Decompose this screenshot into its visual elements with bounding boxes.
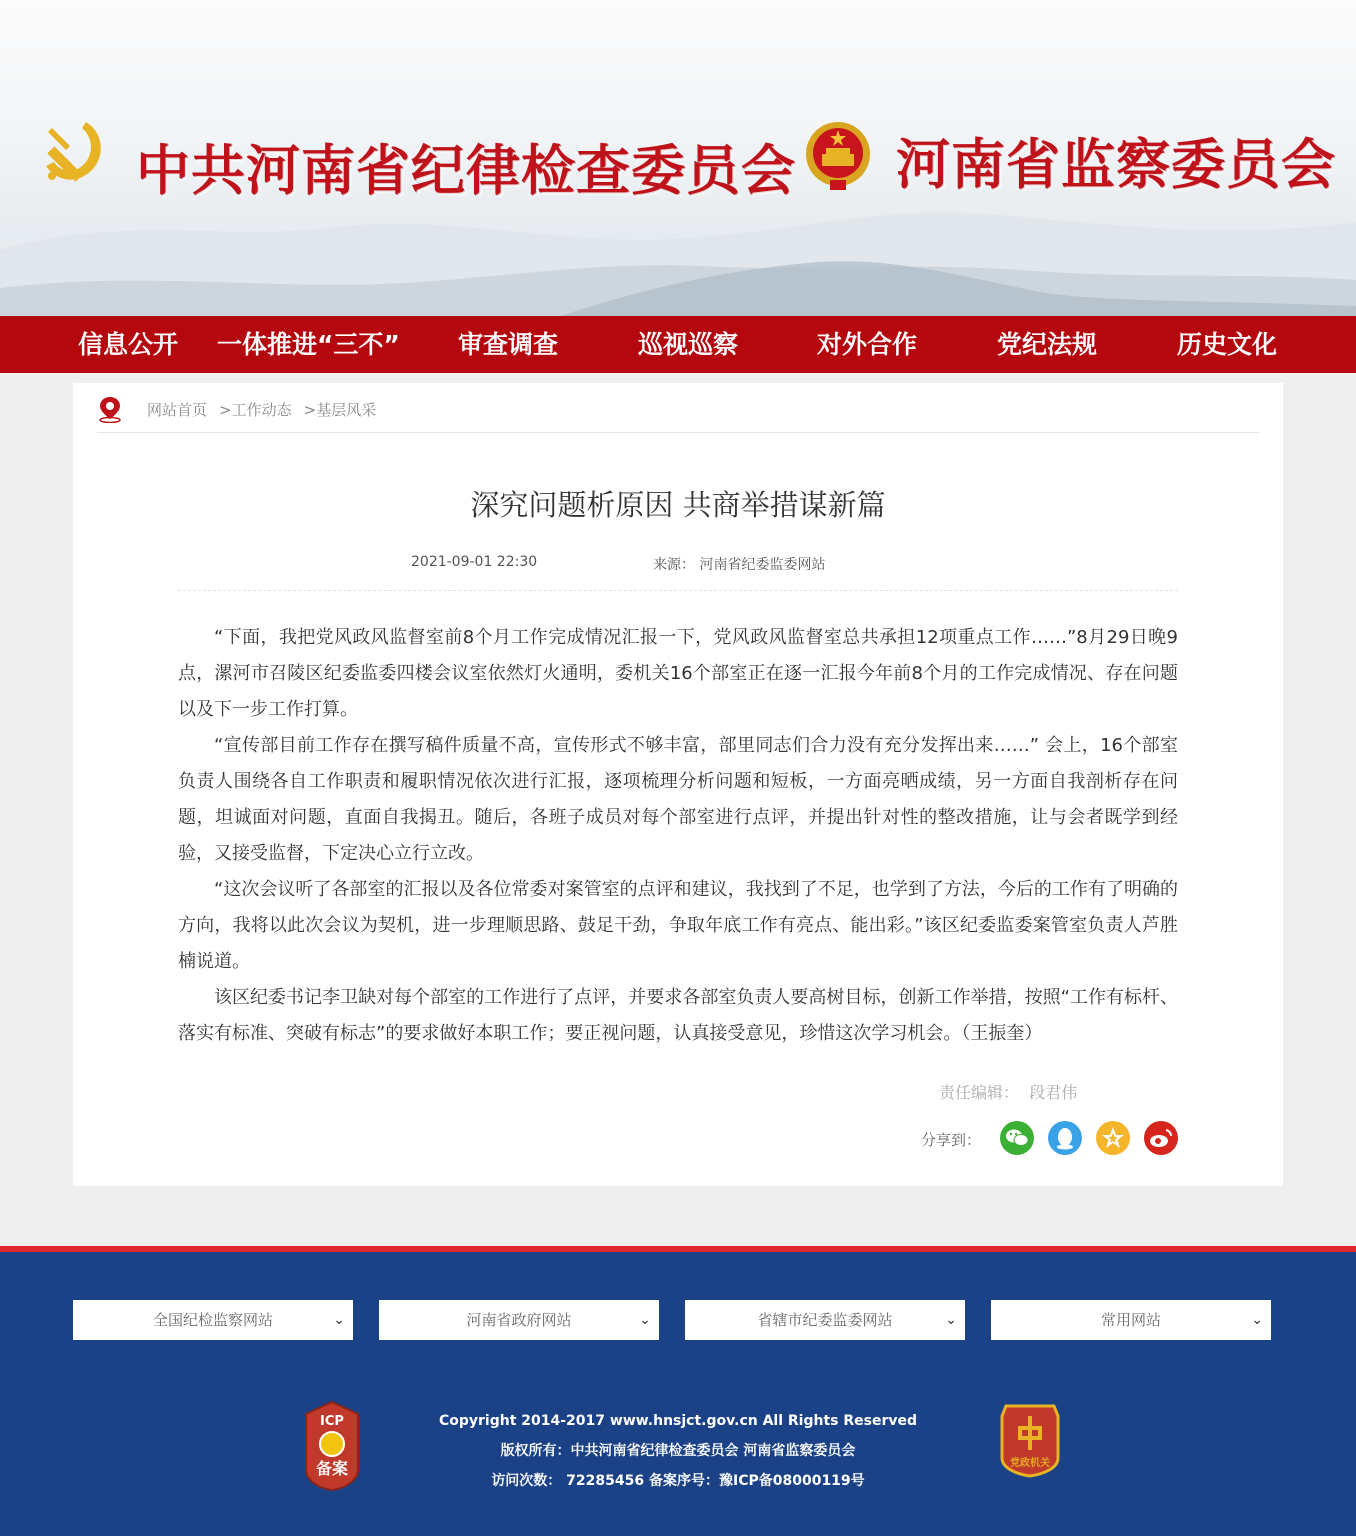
copyright-line: Copyright 2014-2017 www.hnsjct.gov.cn All Rights Reserved <box>438 1413 918 1429</box>
qzone-icon[interactable] <box>1096 1121 1130 1155</box>
breadcrumb-work-news[interactable]: 工作动态 <box>231 401 292 419</box>
select-common-sites-value: 常用网站 <box>1100 1311 1161 1329</box>
article-divider <box>178 590 1178 591</box>
chevron-down-icon: ⌄ <box>1251 1312 1263 1328</box>
weibo-icon[interactable] <box>1144 1121 1178 1155</box>
article-paragraph: 该区纪委书记李卫缺对每个部室的工作进行了点评，并要求各部室负责人要高树目标，创新工作举措，按照“工作有标杆、落实有标准、突破有标志”的要求做好本职工作；要正视问题，认真接受意见，珍惜这次学习机会。（王振奎） <box>178 987 1178 1044</box>
owner-line: 版权所有：中共河南省纪律检查委员会 河南省监察委员会 <box>500 1443 856 1459</box>
chevron-down-icon: ⌄ <box>945 1312 957 1328</box>
article-source <box>653 554 825 574</box>
source-value: 河南省纪委监委网站 <box>699 557 826 573</box>
site-footer <box>0 1252 1356 1536</box>
chevron-down-icon: ⌄ <box>333 1312 345 1328</box>
footer-copyright <box>0 1406 1356 1496</box>
national-emblem-icon <box>804 120 872 192</box>
share-label: 分享到： <box>921 1131 982 1149</box>
chevron-down-icon: ⌄ <box>639 1312 651 1328</box>
select-government-sites[interactable] <box>379 1300 659 1340</box>
title-discipline-commission: 中共河南省纪律检查委员会 <box>136 138 796 202</box>
article-body <box>178 620 1178 1052</box>
breadcrumb-separator: > <box>303 401 317 419</box>
breadcrumb-separator: > <box>219 401 232 419</box>
breadcrumb <box>97 383 1259 433</box>
select-government-sites-value: 河南省政府网站 <box>466 1311 572 1329</box>
main-nav <box>0 316 1356 373</box>
breadcrumb-home[interactable]: 网站首页 <box>147 401 208 419</box>
article-title: 深究问题析原因 共商举措谋新篇 <box>470 488 886 522</box>
article-paragraph: “下面，我把党风政风监督室前8个月工作完成情况汇报一下，党风政风监督室总共承担12项重点工作……”8月29日晚9点，漯河市召陵区纪委监委四楼会议室依然灯火通明，委机关16个部室正在逐一汇报今年前8个月的工作完成情况、存在问题以及下一步工作打算。 <box>178 627 1178 720</box>
party-government-badge-icon[interactable] <box>998 1402 1062 1478</box>
nav-item-three-no[interactable]: 一体推进“三不” <box>217 330 400 359</box>
nav-item-inspection[interactable]: 巡视巡察 <box>638 330 739 359</box>
location-pin-icon <box>97 395 123 423</box>
nav-item-investigation[interactable]: 审查调查 <box>458 330 559 359</box>
qq-icon[interactable] <box>1048 1121 1082 1155</box>
icp-badge-sub: 备案 <box>315 1459 349 1478</box>
article-paragraph: “宣传部目前工作存在撰写稿件质量不高，宣传形式不够丰富，部里同志们合力没有充分发挥出来……” 会上，16个部室负责人围绕各自工作职责和履职情况依次进行汇报，逐项梳理分析问题和短板，一方面亮晒成绩，另一方面自我剖析存在问题，坦诚面对问题，直面自我揭丑。随后，各班子成员对每个部室进行点评，并提出针对性的整改措施，让与会者既学到经验，又接受监督，下定决心立行立改。 <box>178 735 1178 864</box>
select-national-sites[interactable] <box>73 1300 353 1340</box>
select-city-sites-value: 省辖市纪委监委网站 <box>757 1311 893 1329</box>
party-emblem-icon <box>40 116 112 188</box>
article-date: 2021-09-01 22:30 <box>411 554 538 570</box>
nav-item-info-disclosure[interactable]: 信息公开 <box>78 330 179 359</box>
nav-item-history[interactable]: 历史文化 <box>1177 330 1278 359</box>
editor-label: 责任编辑： <box>939 1083 1020 1102</box>
responsible-editor <box>939 1080 1077 1103</box>
title-supervision-commission: 河南省监察委员会 <box>896 132 1336 196</box>
breadcrumb-grassroots[interactable]: 基层风采 <box>316 401 377 419</box>
select-national-sites-value: 全国纪检监察网站 <box>152 1311 273 1329</box>
editor-name: 段君伟 <box>1029 1083 1078 1102</box>
party-badge-text: 党政机关 <box>1010 1458 1050 1469</box>
select-city-sites[interactable] <box>685 1300 965 1340</box>
icp-badge-text: ICP <box>320 1414 344 1429</box>
source-label: 来源： <box>653 557 695 573</box>
wechat-icon[interactable] <box>1000 1121 1034 1155</box>
nav-item-regulations[interactable]: 党纪法规 <box>997 330 1098 359</box>
article-card <box>73 383 1283 1186</box>
nav-item-cooperation[interactable]: 对外合作 <box>817 330 918 359</box>
article-paragraph: “这次会议听了各部室的汇报以及各位常委对案管室的点评和建议，我找到了不足，也学到了方法，今后的工作有了明确的方向，我将以此次会议为契机，进一步理顺思路、鼓足干劲，争取年底工作有亮点、能出彩。”该区纪委监委案管室负责人芦胜楠说道。 <box>178 879 1178 972</box>
visits-line: 访问次数： 72285456 备案序号：豫ICP备08000119号 <box>491 1473 865 1489</box>
site-header <box>0 0 1356 316</box>
select-common-sites[interactable] <box>991 1300 1271 1340</box>
